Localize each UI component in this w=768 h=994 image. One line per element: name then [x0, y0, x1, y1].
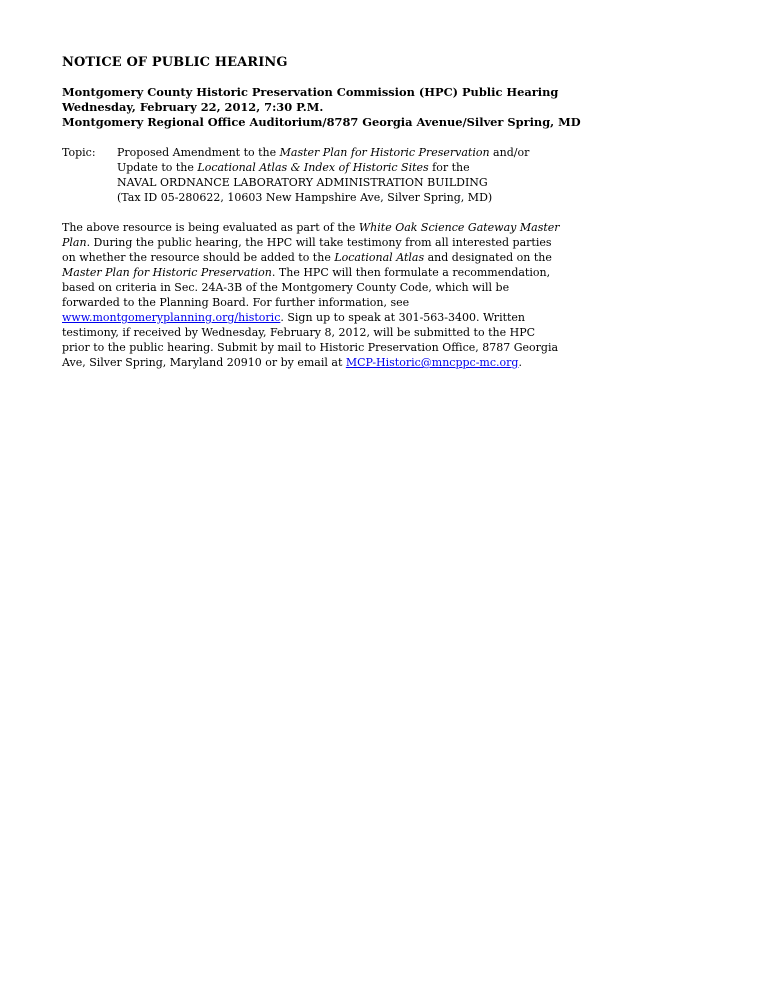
- locational-atlas-title: Locational Atlas: [334, 251, 425, 264]
- master-plan-title: Master Plan for Historic Preservation: [62, 266, 272, 279]
- body-line-7-text: . Sign up to speak at 301-563-3400. Written: [280, 311, 526, 324]
- notice-title: NOTICE OF PUBLIC HEARING: [62, 55, 288, 70]
- body-line-2: [62, 235, 582, 250]
- topic-master-plan-title: Master Plan for Historic Preservation: [279, 146, 490, 159]
- body-line-4: [62, 265, 582, 280]
- topic-section: [62, 145, 582, 205]
- body-paragraph: [62, 220, 582, 370]
- body-line-1: [62, 220, 582, 235]
- hearing-date-line: Wednesday, February 22, 2012, 7:30 P.M.: [62, 100, 324, 114]
- body-line-6: forwarded to the Planning Board. For further information, see: [62, 296, 410, 309]
- body-line-4-text: . The HPC will then formulate a recommendation,: [271, 266, 551, 279]
- body-line-2-text: . During the public hearing, the HPC will take testimony from all interested parties: [86, 236, 552, 249]
- topic-line-1-tail: and/or: [489, 146, 530, 159]
- body-line-10-text: Ave, Silver Spring, Maryland 20910 or by email at: [62, 356, 346, 369]
- topic-line-2-text: Update to the: [117, 161, 198, 174]
- topic-building-name: NAVAL ORDNANCE LABORATORY ADMINISTRATION BUILDING: [117, 176, 488, 189]
- topic-line-2-tail: for the: [428, 161, 470, 174]
- email-link[interactable]: MCP-Historic@mncppc-mc.org: [345, 356, 519, 369]
- topic-label: Topic:: [62, 146, 96, 159]
- body-line-10-tail: .: [518, 356, 522, 369]
- topic-line-1: [117, 145, 582, 160]
- body-line-3: [62, 250, 582, 265]
- hearing-info: [62, 85, 582, 130]
- historic-website-link[interactable]: www.montgomeryplanning.org/historic: [62, 311, 281, 324]
- hearing-commission-line: Montgomery County Historic Preservation Commission (HPC) Public Hearing: [62, 85, 559, 99]
- topic-body: [117, 145, 582, 205]
- body-line-9: prior to the public hearing. Submit by mail to Historic Preservation Office, 8787 Georgia: [62, 341, 559, 354]
- body-line-8: testimony, if received by Wednesday, February 8, 2012, will be submitted to the HPC: [62, 326, 536, 339]
- body-line-10: [62, 355, 582, 370]
- gateway-plan-title: White Oak Science Gateway Master: [358, 221, 560, 234]
- topic-tax-id: (Tax ID 05-280622, 10603 New Hampshire Ave, Silver Spring, MD): [117, 191, 493, 204]
- topic-line-1-text: Proposed Amendment to the: [117, 146, 280, 159]
- gateway-plan-title-end: Plan: [62, 236, 87, 249]
- document-page: [62, 54, 582, 370]
- hearing-location-line: Montgomery Regional Office Auditorium/8787 Georgia Avenue/Silver Spring, MD: [62, 115, 581, 129]
- topic-line-2: [117, 160, 582, 175]
- topic-atlas-title: Locational Atlas & Index of Historic Sites: [197, 161, 429, 174]
- body-line-3-text: on whether the resource should be added to the: [62, 251, 335, 264]
- body-line-5: based on criteria in Sec. 24A-3B of the Montgomery County Code, which will be: [62, 281, 510, 294]
- body-line-1-text: The above resource is being evaluated as part of the: [62, 221, 359, 234]
- body-line-7: [62, 310, 582, 325]
- body-line-3-tail: and designated on the: [424, 251, 552, 264]
